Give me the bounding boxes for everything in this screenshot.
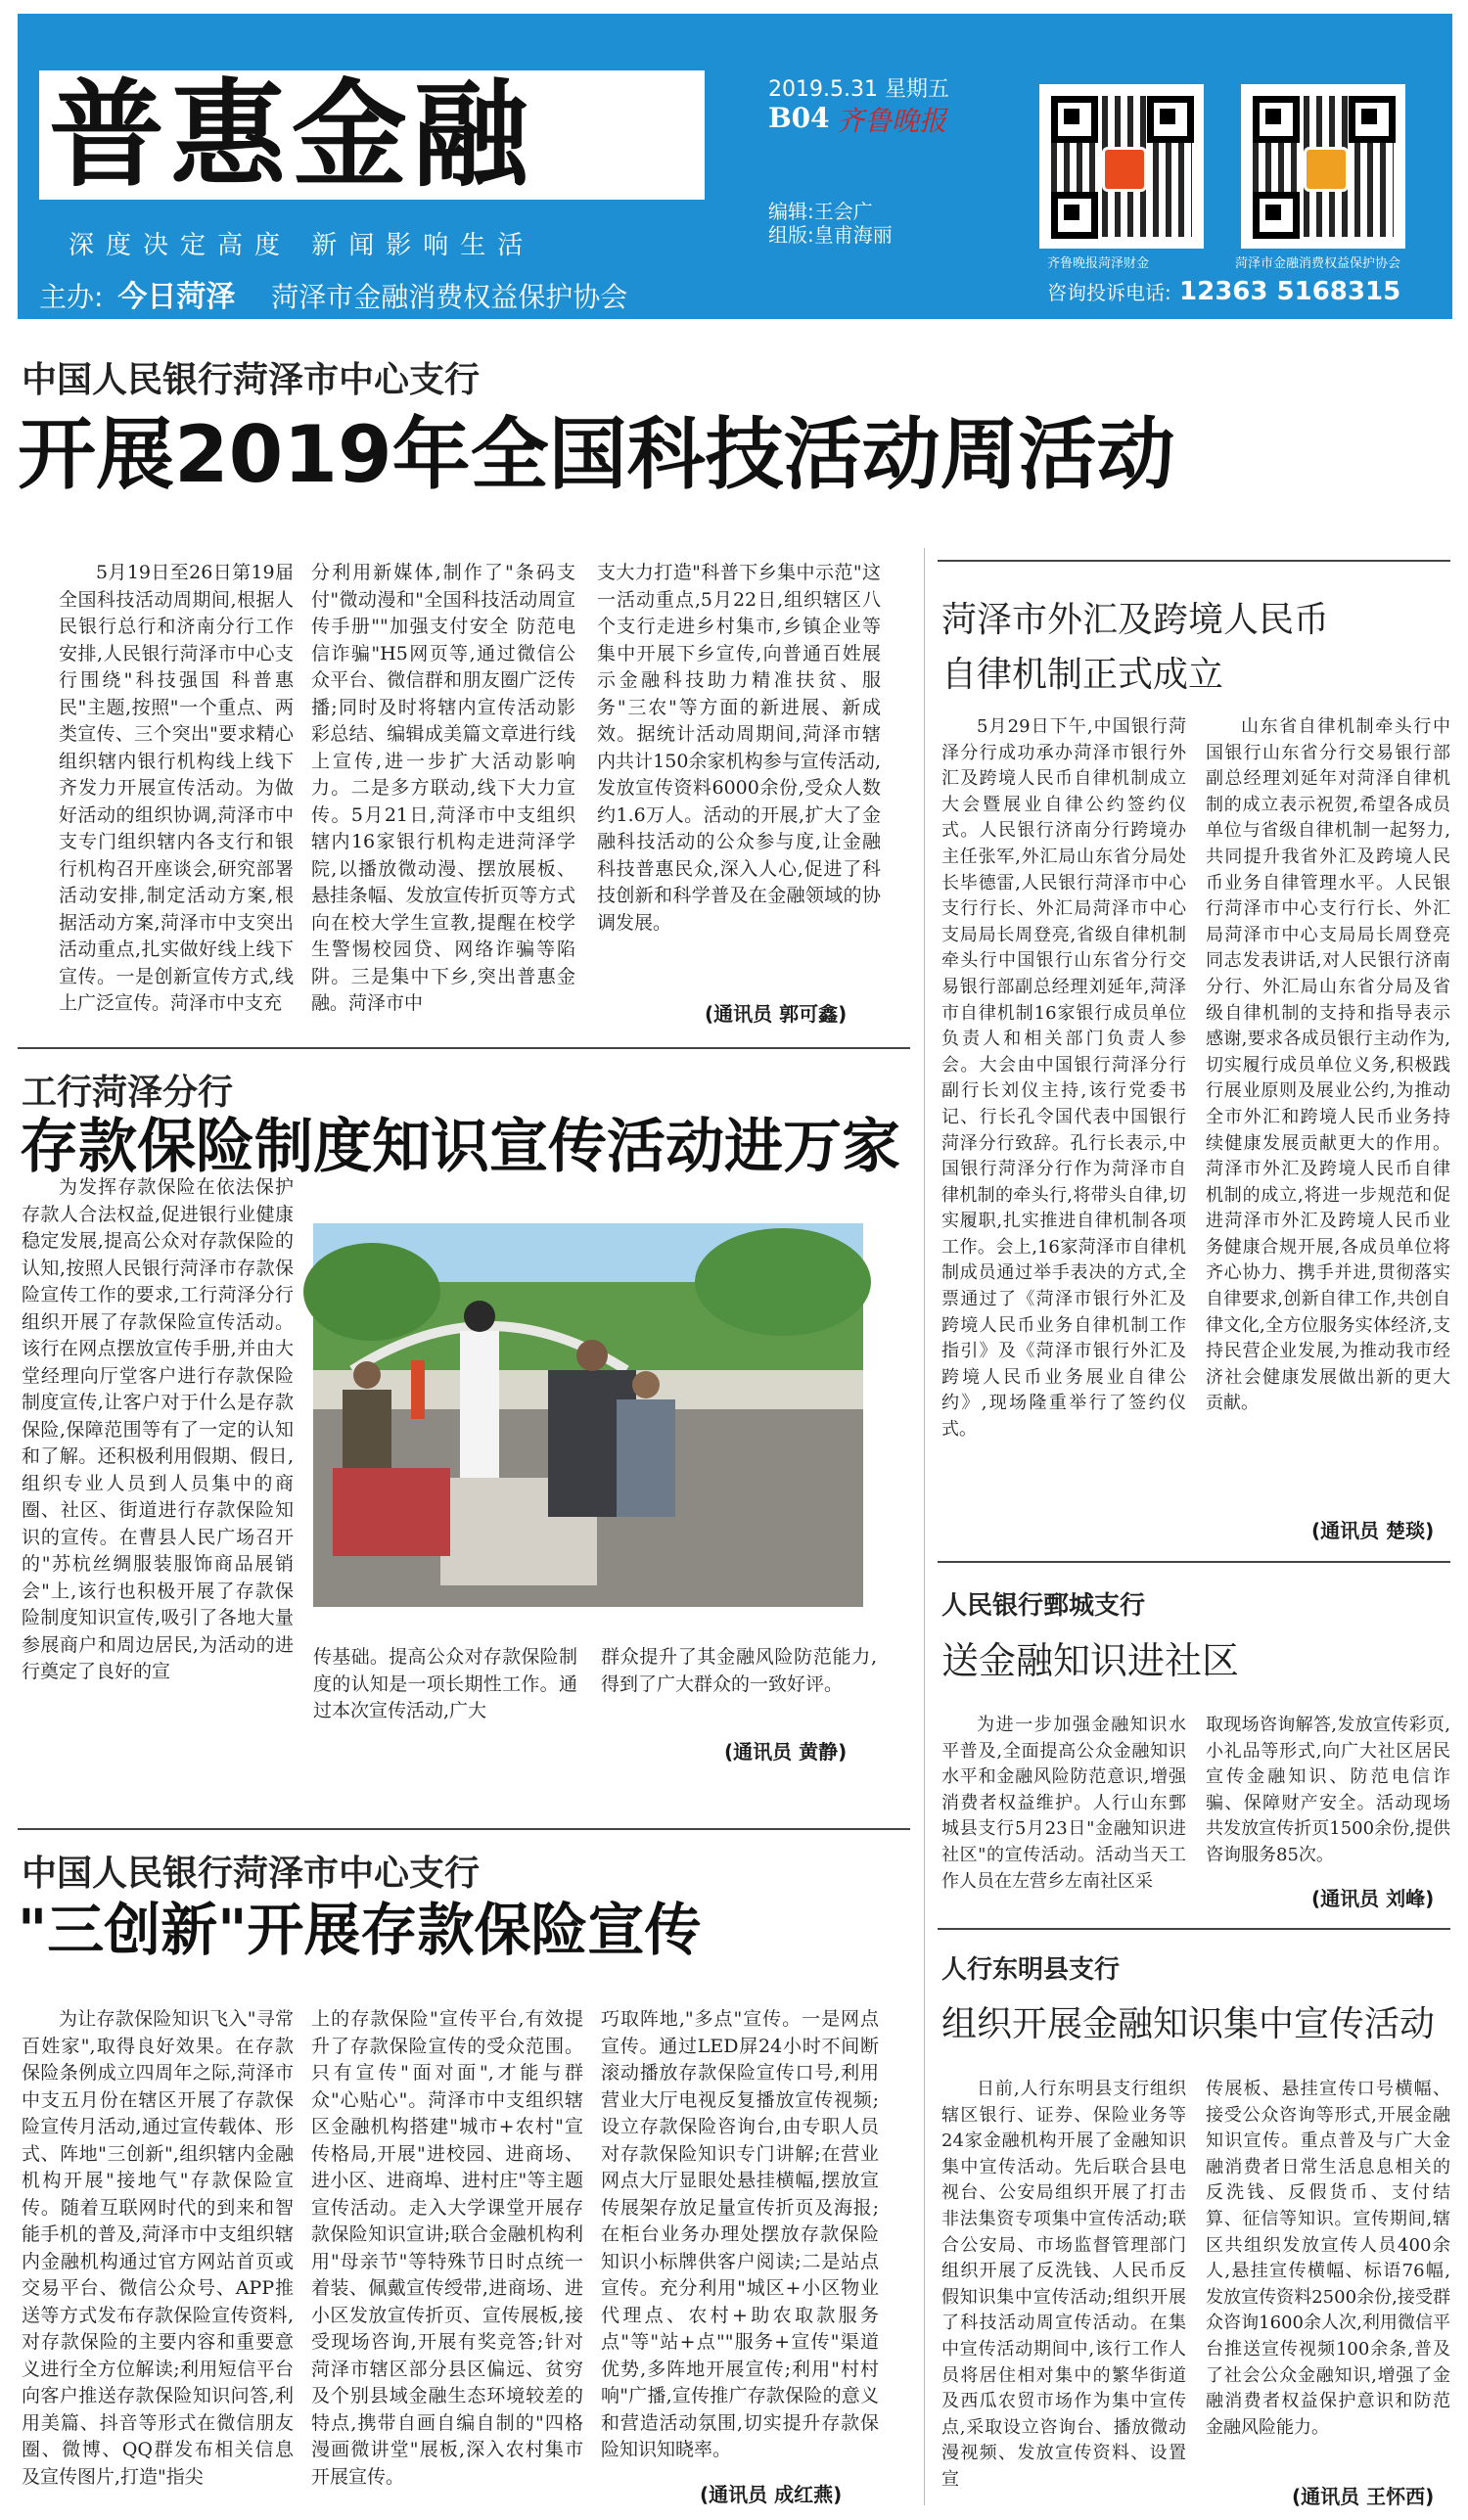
qr-finder [1051, 192, 1098, 239]
divider [938, 1928, 1450, 1930]
qr-logo-icon [1102, 147, 1147, 192]
article4-headline: 菏泽市外汇及跨境人民币 自律机制正式成立 [941, 600, 1330, 695]
hotline-number: 12363 5168315 [1179, 277, 1401, 306]
qr-finder [1253, 96, 1300, 143]
layout-credit: 组版:皇甫海丽 [768, 223, 893, 247]
page-number: B04 [768, 102, 830, 134]
article1-kicker: 中国人民银行菏泽市中心支行 [22, 360, 481, 400]
article2-byline: (通讯员 黄静) [724, 1740, 848, 1764]
paper-name: 齐鲁晚报 [837, 105, 947, 137]
article3-kicker: 中国人民银行菏泽市中心支行 [22, 1854, 481, 1894]
article1-column-3: 支大力打造"科普下乡集中示范"这一活动重点,5月22日,组织辖区八个支行走进乡村集市,乡镇企业等集中开展下乡宣传,向普通百姓展示金融科技助力精准扶贫、服务"三农"等方面的新进展、新成效。据统计活动周期间,菏泽市辖内共计150余家机构参与宣传活动,发放宣传资料6000余份,受众人数约1.6万人。活动的开展,扩大了金融科技活动的公众参与度,让金融科技普惠民众,深入人心,促进了科技创新和科学普及在金融领域的协调发展。 [597, 562, 881, 934]
qr-finder [1147, 96, 1194, 143]
article4-column-1: 5月29日下午,中国银行菏泽分行成功承办菏泽市银行外汇及跨境人民币自律机制成立大会暨展业自律公约签约仪式。人民银行济南分行跨境办主任张军,外汇局山东省分局处长毕德雷,人民银行菏泽市中心支行行长、外汇局菏泽市中心支局局长周登亮,省级自律机制牵头行中国银行山东省分行交易银行部副总经理刘延年,菏泽市自律机制16家银行成员单位负责人和相关部门负责人参会。大会由中国银行菏泽分行副行长刘仪主持,该行党委书记、行长孔令国代表中国银行菏泽分行致辞。孔行长表示,中国银行菏泽分行作为菏泽市自律机制的牵头行,将带头自律,切实履职,扎实推进自律机制各项工作。会上,16家菏泽市自律机制成员通过举手表决的方式,全票通过了《菏泽市银行外汇及跨境人民币业务自律机制工作指引》及《菏泽市银行外汇及跨境人民币业务展业自律公约》,现场隆重举行了签约仪式。 [941, 716, 1186, 1441]
hotline [1047, 277, 1400, 306]
article1-column-1: 5月19日至26日第19届全国科技活动周期间,根据人民银行总行和济南分行工作安排,人民银行菏泽市中心支行围绕"科技强国 科普惠民"主题,按照"一个重点、两类宣传、三个突出"要求精心组织辖内银行机构线上线下齐发力开展宣传活动。为做好活动的组织协调,菏泽市中支专门组织辖内各支行和银行机构召开座谈会,研究部署活动安排,制定活动方案,根据活动方案,菏泽市中支突出活动重点,扎实做好线上线下宣传。一是创新宣传方式,线上广泛宣传。菏泽市中支充 [59, 562, 294, 1014]
article2-headline: 存款保险制度知识宣传活动进万家 [20, 1113, 900, 1181]
article2-column-2: 传基础。提高公众对存款保险制度的认知是一项长期性工作。通过本次宣传活动,广大 [313, 1646, 577, 1721]
host-name: 今日菏泽 [117, 280, 236, 314]
masthead-title: 普惠金融 [49, 67, 535, 203]
divider [18, 1828, 910, 1830]
article3-column-1: 为让存款保险知识飞入"寻常百姓家",取得良好效果。在存款保险条例成立四周年之际,菏泽市中支五月份在辖区开展了存款保险宣传月活动,通过宣传载体、形式、阵地"三创新",组织辖内金融机构开展"接地气"存款保险宣传。随着互联网时代的到来和智能手机的普及,菏泽市中支组织辖内金融机构通过官方网站首页或交易平台、微信公众号、APP推送等方式发布存款保险宣传资料,对存款保险的主要内容和重要意义进行全方位解读;利用短信平台向客户推送存款保险知识问答,利用美篇、抖音等形式在微信朋友圈、微博、QQ群发布相关信息及宣传图片,打造"指尖 [22, 2008, 294, 2488]
qr-finder [1349, 96, 1396, 143]
article5-kicker: 人民银行鄄城支行 [941, 1591, 1146, 1621]
divider [18, 1047, 910, 1049]
article1-column-2: 分利用新媒体,制作了"条码支付"微动漫和"全国科技活动周宣传手册""加强支付安全 防范电信诈骗"H5网页等,通过微信公众平台、微信群和朋友圈广泛传播;同时及时将辖内宣传活动影彩总结、编辑成美篇文章进行线上宣传,进一步扩大活动影响力。二是多方联动,线下大力宣传。5月21日,菏泽市中支组织辖内16家银行机构走进菏泽学院,以播放微动漫、摆放展板、悬挂条幅、发放宣传折页等方式向在校大学生宣教,提醒在校学生警惕校园贷、网络诈骗等陷阱。三是集中下乡,突出普惠金融。菏泽市中 [311, 562, 575, 1014]
qr-caption-1: 齐鲁晚报菏泽财金 [1047, 256, 1150, 271]
article3-headline: "三创新"开展存款保险宣传 [18, 1897, 702, 1963]
article6-kicker: 人行东明县支行 [941, 1955, 1121, 1985]
qr-code-1[interactable] [1039, 84, 1204, 249]
article4-byline: (通讯员 楚琰) [1311, 1519, 1435, 1542]
article5-byline: (通讯员 刘峰) [1311, 1887, 1435, 1910]
qr-finder [1051, 96, 1098, 143]
article2-kicker: 工行菏泽分行 [22, 1073, 234, 1113]
article6-headline: 组织开展金融知识集中宣传活动 [941, 2004, 1436, 2044]
qr-finder [1253, 192, 1300, 239]
article3-column-3: 巧取阵地,"多点"宣传。一是网点宣传。通过LED屏24小时不间断滚动播放存款保险宣传口号,利用营业大厅电视反复播放宣传视频;设立存款保险咨询台,由专职人员对存款保险知识专门讲解;在营业网点大厅显眼处悬挂横幅,摆放宣传展架存放足量宣传折页及海报;在柜台业务办理处摆放存款保险知识小标牌供客户阅读;二是站点宣传。充分利用"城区+小区物业代理点、农村+助农取款服务点"等"站+点""服务+宣传"渠道优势,多阵地开展宣传;利用"村村响"广播,宣传推广存款保险的意义和营造活动氛围,切实提升存款保险知识知晓率。 [601, 2008, 879, 2460]
article3-column-2: 上的存款保险"宣传平台,有效提升了存款保险宣传的受众范围。只有宣传"面对面",才能与群众"心贴心"。菏泽市中支组织辖区金融机构搭建"城市+农村"宣传格局,开展"进校园、进商场、进小区、进商埠、进村庄"等主题宣传活动。走入大学课堂开展存款保险知识宣讲;联合金融机构利用"母亲节"等特殊节日时点统一着装、佩戴宣传绶带,进商场、进小区发放宣传折页、宣传展板,接受现场咨询,开展有奖竞答;针对菏泽市辖区部分县区偏远、贫穷及个别县域金融生态环境较差的特点,携带自画自编自制的"四格漫画微讲堂"展板,深入农村集市开展宣传。 [311, 2008, 583, 2488]
issue-date: 2019.5.31 星期五 [768, 77, 949, 102]
article2-column-3: 群众提升了其金融风险防范能力,得到了广大群众的一致好评。 [601, 1646, 877, 1695]
photo-illustration [313, 1223, 863, 1607]
article1-byline: (通讯员 郭可鑫) [705, 1002, 848, 1026]
qr-caption-2: 菏泽市金融消费权益保护协会 [1235, 256, 1401, 271]
news-photo [313, 1223, 863, 1607]
article1-headline: 开展2019年全国科技活动周活动 [18, 409, 1175, 500]
divider [938, 1561, 1450, 1563]
article6-column-1: 日前,人行东明县支行组织辖区银行、证券、保险业务等24家金融机构开展了金融知识集中宣传活动。先后联合县电视台、公安局组织开展了打击非法集资专项集中宣传活动;联合公安局、市场监督管理部门组织开展了反洗钱、人民币反假知识集中宣传活动;组织开展了科技活动周宣传活动。在集中宣传活动期间中,该行工作人员将居住相对集中的繁华街道及西瓜农贸市场作为集中宣传点,采取设立咨询台、播放微动漫视频、发放宣传资料、设置宣 [941, 2079, 1186, 2490]
host-label: 主办: [39, 281, 104, 313]
divider [938, 560, 1450, 562]
article6-column-2: 传展板、悬挂宣传口号横幅、接受公众咨询等形式,开展金融知识宣传。重点普及与广大金融消费者日常生活息息相关的反洗钱、反假货币、支付结算、征信等知识。宣传期间,辖区共组织发放宣传人员400余人,悬挂宣传横幅、标语76幅,发放宣传资料2500余份,接受群众咨询1600余人次,利用微信平台推送宣传视频100余条,普及了社会公众金融知识,增强了金融消费者权益保护意识和防范金融风险能力。 [1206, 2079, 1450, 2438]
qr-code-2[interactable] [1241, 84, 1405, 249]
cohost: 菏泽市金融消费权益保护协会 [271, 281, 628, 313]
hotline-label: 咨询投诉电话: [1047, 281, 1171, 304]
article3-byline: (通讯员 成红燕) [700, 2483, 843, 2506]
editor-credit: 编辑:王会广 [768, 200, 873, 223]
article5-column-1: 为进一步加强金融知识水平普及,全面提高公众金融知识水平和金融风险防范意识,增强消费者权益维护。人行山东鄄城县支行5月23日"金融知识进社区"的宣传活动。活动当天工作人员在左营乡左南社区采 [941, 1715, 1186, 1892]
qr-logo-icon [1304, 147, 1349, 192]
column-divider [924, 548, 925, 2505]
masthead-slogan: 深度决定高度 新闻影响生活 [69, 231, 535, 260]
article2-column-1: 为发挥存款保险在依法保护存款人合法权益,促进银行业健康稳定发展,提高公众对存款保险的认知,按照人民银行菏泽市存款保险宣传工作的要求,工行菏泽分行组织开展了存款保险宣传活动。该行在网点摆放宣传手册,并由大堂经理向厅堂客户进行存款保险制度宣传,让客户对于什么是存款保险,保障范围等有了一定的认知和了解。还积极利用假期、假日,组织专业人员到人员集中的商圈、社区、街道进行存款保险知识的宣传。在曹县人民广场召开的"苏杭丝绸服装服饰商品展销会"上,该行也积极开展了存款保险制度知识宣传,吸引了各地大量参展商户和周边居民,为活动的进行奠定了良好的宣 [22, 1176, 294, 1682]
article5-headline: 送金融知识进社区 [941, 1639, 1240, 1682]
article5-column-2: 取现场咨询解答,发放宣传彩页,小礼品等形式,向广大社区居民宣传金融知识、防范电信诈骗、保障财产安全。活动现场共发放宣传折页1500余份,提供咨询服务85次。 [1206, 1715, 1450, 1865]
article4-column-2: 山东省自律机制牵头行中国银行山东省分行交易银行部副总经理刘延年对菏泽自律机制的成立表示祝贺,希望各成员单位与省级自律机制一起努力,共同提升我省外汇及跨境人民币业务自律管理水平。人民银行菏泽市中心支行行长、外汇局菏泽市中心支局局长周登亮同志发表讲话,对人民银行济南分行、外汇局山东省分局及省级自律机制的支持和指导表示感谢,要求各成员银行主动作为,切实履行成员单位义务,积极践行展业原则及展业公约,为推动全市外汇和跨境人民币业务持续健康发展贡献更大的作用。菏泽市外汇及跨境人民币自律机制的成立,将进一步规范和促进菏泽市外汇及跨境人民币业务健康合规开展,各成员单位将齐心协力、携手并进,贯彻落实自律要求,创新自律工作,共创自律文化,全方位服务实体经济,支持民营企业发展,为推动我市经济社会健康发展做出新的更大贡献。 [1206, 716, 1450, 1414]
host-row [39, 272, 627, 315]
article6-byline: (通讯员 王怀西) [1292, 2485, 1435, 2508]
